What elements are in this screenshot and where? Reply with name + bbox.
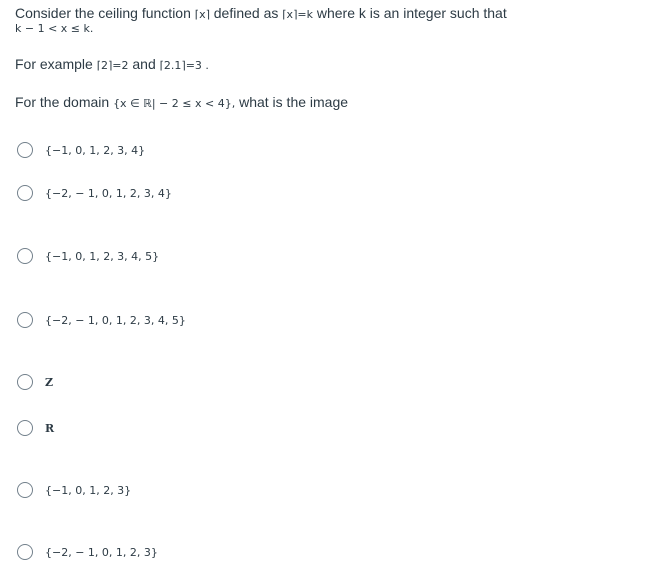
option-label: {−2, − 1, 0, 1, 2, 3} bbox=[45, 545, 158, 559]
radio-button[interactable] bbox=[17, 482, 33, 498]
answer-option-4[interactable] bbox=[17, 312, 186, 328]
example-2: ⌈2.1⌉=3 . bbox=[159, 59, 209, 72]
option-label: {−2, − 1, 0, 1, 2, 3, 4, 5} bbox=[45, 313, 186, 327]
option-label: {−1, 0, 1, 2, 3, 4, 5} bbox=[45, 249, 160, 263]
answer-option-5[interactable] bbox=[17, 374, 53, 390]
option-label: {−2, − 1, 0, 1, 2, 3, 4} bbox=[45, 186, 172, 200]
ceiling-notation: ⌈x⌉ bbox=[194, 8, 210, 21]
radio-button[interactable] bbox=[17, 544, 33, 560]
answer-option-1[interactable] bbox=[17, 142, 145, 158]
radio-button[interactable] bbox=[17, 185, 33, 201]
answer-option-8[interactable] bbox=[17, 544, 158, 560]
domain-set: {x ∈ ℝ| − 2 ≤ x < 4}, bbox=[113, 97, 236, 110]
question-line-2: k − 1 < x ≤ k. bbox=[15, 22, 94, 35]
answer-option-6[interactable] bbox=[17, 420, 54, 436]
option-label: {−1, 0, 1, 2, 3, 4} bbox=[45, 143, 146, 157]
answer-option-7[interactable] bbox=[17, 482, 131, 498]
domain-line: For the domain {x ∈ ℝ| − 2 ≤ x < 4}, what is the image bbox=[15, 94, 349, 110]
radio-button[interactable] bbox=[17, 374, 33, 390]
ceiling-definition: ⌈x⌉=k bbox=[282, 8, 313, 21]
answer-option-2[interactable] bbox=[17, 185, 172, 201]
option-label: R bbox=[45, 421, 55, 435]
example-line: For example ⌈2⌉=2 and ⌈2.1⌉=3 . bbox=[15, 56, 209, 72]
radio-button[interactable] bbox=[17, 312, 33, 328]
radio-button[interactable] bbox=[17, 248, 33, 264]
radio-button[interactable] bbox=[17, 420, 33, 436]
question-line-1: Consider the ceiling function ⌈x⌉ defined as ⌈x⌉=k where k is an integer such that bbox=[15, 5, 507, 21]
radio-button[interactable] bbox=[17, 142, 33, 158]
answer-option-3[interactable] bbox=[17, 248, 159, 264]
option-label: {−1, 0, 1, 2, 3} bbox=[45, 483, 132, 497]
example-1: ⌈2⌉=2 bbox=[96, 59, 129, 72]
option-label: Z bbox=[45, 375, 54, 389]
